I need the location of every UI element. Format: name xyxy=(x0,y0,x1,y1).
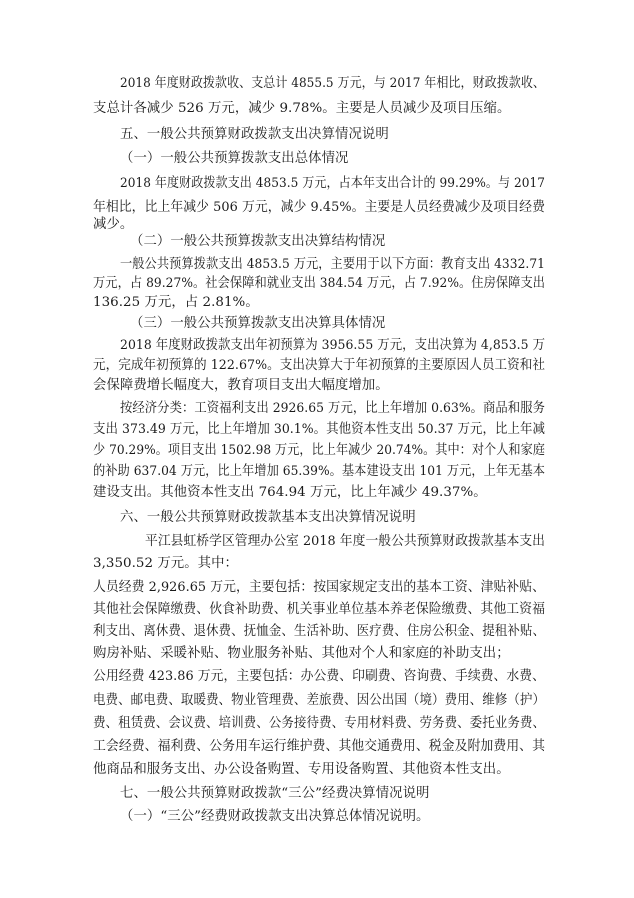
line-text: 他商品和服务支出、办公设备购置、专用设备购置、其他资本性支出。 xyxy=(93,762,510,777)
line-text: 公用经费 423.86 万元，主要包括：办公费、印刷费、咨询费、手续费、水费、 xyxy=(93,669,545,684)
text-line xyxy=(0,375,634,397)
text-line xyxy=(0,73,634,95)
text-line xyxy=(0,553,634,575)
line-text: 减少。 xyxy=(93,217,134,232)
text-line xyxy=(0,173,634,195)
text-line xyxy=(0,577,634,599)
line-text: 利支出、离休费、退休费、抚恤金、生活补助、医疗费、住房公积金、提租补贴、 xyxy=(93,624,546,639)
text-line xyxy=(0,599,634,621)
line-text: 2018 年度财政拨款支出 4853.5 万元，占本年支出合计的 99.29%。与 2017 xyxy=(120,176,545,191)
text-line xyxy=(0,482,634,504)
line-text: 其他社会保障缴费、伙食补助费、机关事业单位基本养老保险缴费、其他工资福 xyxy=(93,602,545,617)
line-text: 元，完成年初预算的 122.67%。支出决算大于年初预算的主要原因人员工资和社 xyxy=(93,358,546,373)
line-text: 购房补贴、采暖补贴、物业服务补贴、其他对个人和家庭的补助支出； xyxy=(93,646,510,661)
text-line xyxy=(0,335,634,357)
subsection-heading xyxy=(0,806,634,828)
text-line xyxy=(0,440,634,462)
text-line xyxy=(0,531,634,553)
line-text: 年相比，比上年减少 506 万元，减少 9.45%。主要是人员经费减少及项目经费 xyxy=(93,200,545,215)
text-line xyxy=(0,419,634,441)
text-line xyxy=(0,666,634,688)
line-text: 会保障费增长幅度大，教育项目支出大幅度增加。 xyxy=(93,378,389,393)
line-text: （二）一般公共预算拨款支出决算结构情况 xyxy=(130,234,386,249)
line-text: （一）“三公”经费财政拨款支出决算总体情况说明。 xyxy=(120,809,430,824)
subsection-heading xyxy=(0,313,634,335)
text-line xyxy=(0,713,634,735)
line-text: （三）一般公共预算拨款支出决算具体情况 xyxy=(130,316,386,331)
line-text: 2018 年度财政拨款支出年初预算为 3956.55 万元，支出决算为 4,853.5 万 xyxy=(120,338,546,353)
text-line xyxy=(0,621,634,643)
line-text: 支总计各减少 526 万元，减少 9.78%。主要是人员减少及项目压缩。 xyxy=(93,101,511,116)
line-text: 建设支出。其他资本性支出 764.94 万元，比上年减少 49.37%。 xyxy=(93,485,487,500)
line-text: 平江县虹桥学区管理办公室 2018 年度一般公共预算财政拨款基本支出 xyxy=(145,534,545,549)
line-text: 的补助 637.04 万元，比上年增加 65.39%。基本建设支出 101 万元，上年无基本 xyxy=(93,464,545,479)
line-text: 五、一般公共预算财政拨款支出决算情况说明 xyxy=(120,127,389,142)
section-heading xyxy=(0,507,634,529)
text-line xyxy=(0,398,634,420)
subsection-heading xyxy=(0,231,634,253)
text-line xyxy=(0,292,634,314)
line-text: 电费、邮电费、取暖费、物业管理费、差旅费、因公出国（境）费用、维修（护） xyxy=(93,693,546,708)
line-text: 万元，占 89.27%。社会保障和就业支出 384.54 万元，占 7.92%。住房保障支出 xyxy=(93,276,546,291)
text-line xyxy=(0,736,634,758)
text-line xyxy=(0,759,634,781)
line-text: 3,350.52 万元。其中： xyxy=(93,556,238,571)
line-text: 少 70.29%。项目支出 1502.98 万元，比上年减少 20.74%。其中：对个人和家庭 xyxy=(93,443,546,458)
line-text: 人员经费 2,926.65 万元，主要包括：按国家规定支出的基本工资、津贴补贴、 xyxy=(93,580,545,595)
line-text: 一般公共预算拨款支出 4853.5 万元，主要用于以下方面：教育支出 4332.71 xyxy=(120,257,546,272)
subsection-heading xyxy=(0,148,634,170)
line-text: 2018 年度财政拨款收、支总计 4855.5 万元，与 2017 年相比，财政拨款收、 xyxy=(120,76,545,91)
text-line xyxy=(0,690,634,712)
text-line xyxy=(0,643,634,665)
text-line xyxy=(0,461,634,483)
line-text: （一）一般公共预算拨款支出总体情况 xyxy=(120,151,349,166)
section-heading xyxy=(0,124,634,146)
line-text: 支出 373.49 万元，比上年增加 30.1%。其他资本性支出 50.37 万元，比上年减 xyxy=(93,422,546,437)
line-text: 136.25 万元，占 2.81%。 xyxy=(93,295,259,310)
text-line xyxy=(0,355,634,377)
line-text: 工会经费、福利费、公务用车运行维护费、其他交通费用、税金及附加费用、其 xyxy=(93,739,545,754)
line-text: 按经济分类：工资福利支出 2926.65 万元，比上年增加 0.63%。商品和服务 xyxy=(120,401,545,416)
section-heading xyxy=(0,783,634,805)
text-line xyxy=(0,98,634,120)
line-text: 费、租赁费、会议费、培训费、公务接待费、专用材料费、劳务费、委托业务费、 xyxy=(93,716,546,731)
line-text: 六、一般公共预算财政拨款基本支出决算情况说明 xyxy=(120,510,416,525)
line-text: 七、一般公共预算财政拨款“三公”经费决算情况说明 xyxy=(120,786,430,801)
